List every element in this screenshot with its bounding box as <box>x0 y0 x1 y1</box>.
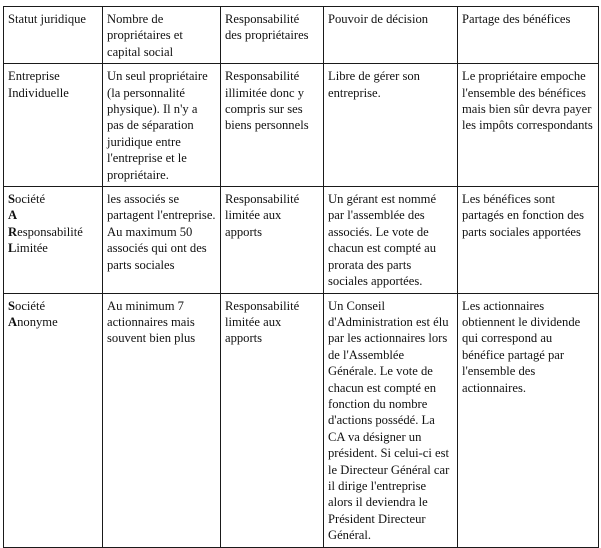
table-row-societe-anonyme <box>4 293 599 547</box>
cell-pouvoir: Libre de gérer son entreprise. <box>324 64 458 187</box>
statut-line: Responsabilité <box>8 224 83 239</box>
cell-proprietaires: Au minimum 7 actionnaires mais souvent bien plus <box>103 293 221 547</box>
cell-statut <box>4 64 103 187</box>
legal-status-comparison-document <box>3 6 599 548</box>
table-row-sarl <box>4 187 599 293</box>
header-pouvoir-decision: Pouvoir de décision <box>324 7 458 64</box>
statut-line: Anonyme <box>8 314 58 329</box>
table-row-entreprise-individuelle <box>4 64 599 187</box>
cell-statut <box>4 187 103 293</box>
cell-statut <box>4 293 103 547</box>
cell-benefices: Les actionnaires obtiennent le dividende qui correspond au bénéfice partagé par l'ensemble des actionnaires. <box>458 293 599 547</box>
statut-line: Individuelle <box>8 85 69 100</box>
cell-pouvoir: Un Conseil d'Administration est élu par les actionnaires lors de l'Assemblée Générale. Le vote de chacun est compté en fonction du nombre d'actions possédé. La CA va désigner un président. Si celui-ci est le Directeur Général car il dirige l'entreprise alors il deviendra le Président Directeur Général. <box>324 293 458 547</box>
statut-line: Société <box>8 298 46 313</box>
header-statut-juridique: Statut juridique <box>4 7 103 64</box>
table-header-row <box>4 7 599 64</box>
header-responsabilite: Responsabilité des propriétaires <box>221 7 324 64</box>
header-partage-benefices: Partage des bénéfices <box>458 7 599 64</box>
cell-responsabilite: Responsabilité limitée aux apports <box>221 293 324 547</box>
cell-responsabilite: Responsabilité limitée aux apports <box>221 187 324 293</box>
cell-benefices: Le propriétaire empoche l'ensemble des bénéfices mais bien sûr devra payer les impôts correspondants <box>458 64 599 187</box>
header-nombre-proprietaires: Nombre de propriétaires et capital social <box>103 7 221 64</box>
statut-line: Limitée <box>8 241 48 256</box>
cell-benefices: Les bénéfices sont partagés en fonction des parts sociales apportées <box>458 187 599 293</box>
cell-pouvoir: Un gérant est nommé par l'assemblée des associés. Le vote de chacun est compté au prorata des parts sociales apportées. <box>324 187 458 293</box>
statut-line: A <box>8 208 18 223</box>
cell-responsabilite: Responsabilité illimitée donc y compris sur ses biens personnels <box>221 64 324 187</box>
cell-proprietaires: Un seul propriétaire (la personnalité physique). Il n'y a pas de séparation juridique entre l'entreprise et le propriétaire. <box>103 64 221 187</box>
cell-proprietaires: les associés se partagent l'entreprise. Au maximum 50 associés qui ont des parts sociales <box>103 187 221 293</box>
statut-line: Société <box>8 192 46 207</box>
legal-status-table <box>3 6 599 548</box>
statut-line: Entreprise <box>8 69 60 84</box>
